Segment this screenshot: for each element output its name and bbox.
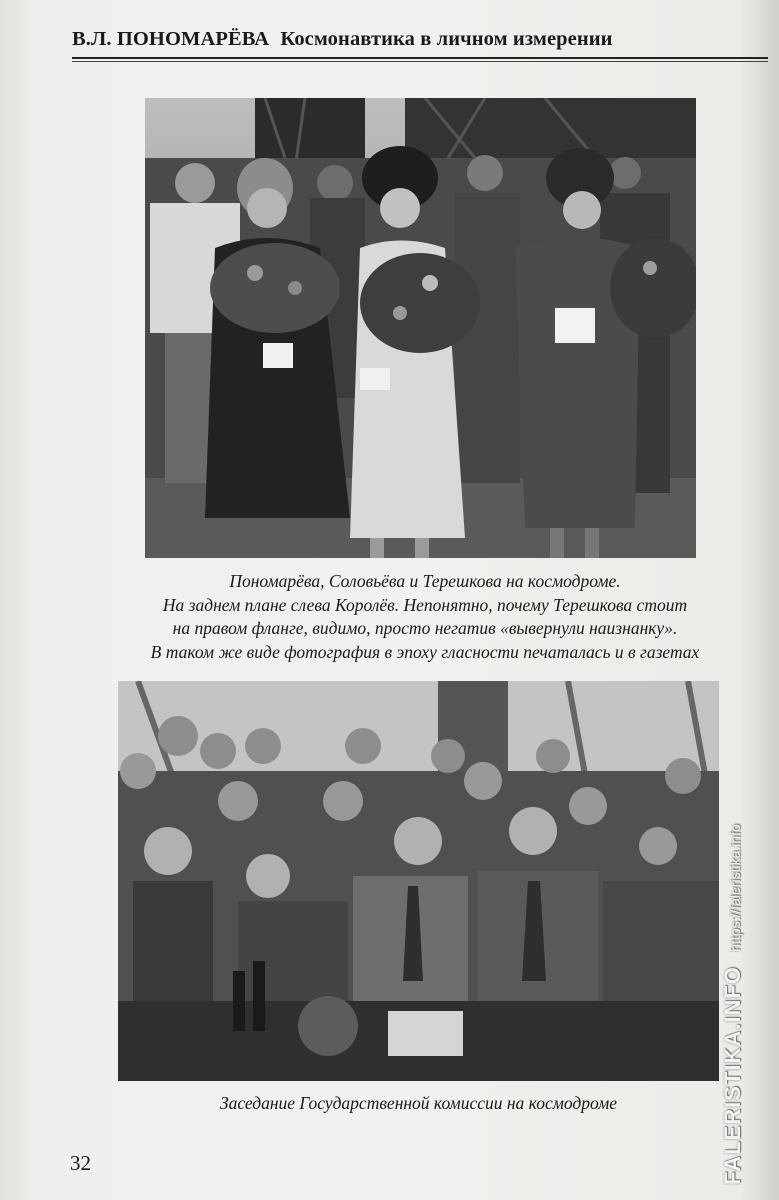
photo-caption-1: [80, 570, 770, 664]
header-rule-thin: [72, 61, 768, 62]
page-number: 32: [70, 1151, 91, 1175]
running-header: [72, 28, 762, 51]
caption-line: В таком же виде фотография в эпоху гласности печаталась и в газетах: [150, 641, 700, 662]
watermark-url: https://faleristika.info: [727, 824, 743, 952]
photo-state-commission-meeting: [118, 681, 719, 1081]
header-rule: [72, 57, 768, 59]
header-book-title: Космонавтика в личном измерении: [280, 28, 613, 50]
caption-line: На заднем плане слева Королёв. Непонятно, почему Терешкова стоит: [162, 594, 688, 615]
caption-line: Пономарёва, Соловьёва и Терешкова на космодроме.: [229, 571, 621, 591]
caption-line: на правом фланге, видимо, просто негатив «вывернули наизнанку».: [172, 618, 678, 638]
watermark-name: FALERISTIKA.INFO: [720, 966, 745, 1185]
photo-cosmonauts-with-flowers: [145, 98, 696, 558]
header-author: В.Л. ПОНОМАРЁВА: [72, 28, 270, 50]
photo-caption-2: Заседание Государственной комиссии на космодроме: [219, 1093, 618, 1113]
watermark: [720, 824, 746, 1185]
